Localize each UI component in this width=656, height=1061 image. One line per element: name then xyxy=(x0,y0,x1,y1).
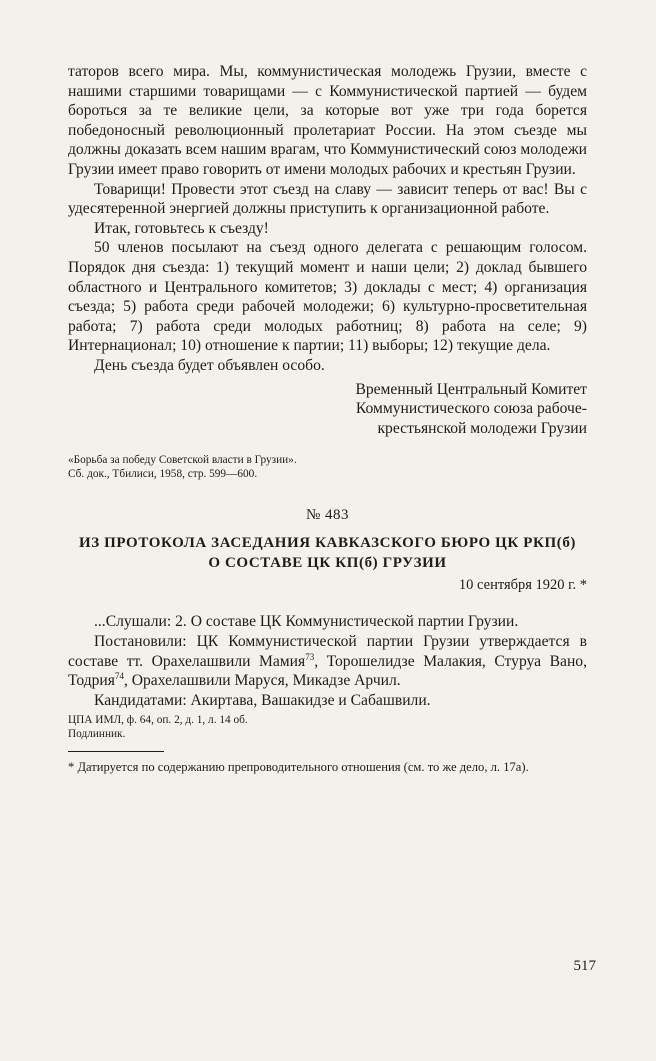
resolved-text-c: , Орахелашвили Маруся, Микадзе Арчил. xyxy=(123,672,401,690)
title-line: ИЗ ПРОТОКОЛА ЗАСЕДАНИЯ КАВКАЗСКОГО БЮРО ЦК РКП(б) xyxy=(78,535,577,552)
source-citation: «Борьба за победу Советской власти в Грузии». Сб. док., Тбилиси, 1958, стр. 599—600. xyxy=(68,454,297,480)
paragraph-agenda: 50 членов посылают на съезд одного делегата с решающим голосом. Порядок дня съезда: 1) текущий момент и наши цели; 2) доклад бывшего областного и Центрального комитетов; 3) доклады с мест; 4) организация съезда; 5) работа среди рабочей молодежи; 6) культурно-просветительная работа; 7) работа среди молодых работниц; 8) работа на селе; 9) Интернационал; 10) отношение к партии; 11) выборы; 12) текущие дела. xyxy=(68,239,587,355)
signature-line: Коммунистического союза рабоче- xyxy=(355,400,587,418)
date-text: 10 сентября 1920 г. xyxy=(458,577,577,594)
resolved-text-a: Постановили: ЦК Коммунистической партии Грузии утверждается в составе тт. Орахелашвили Мамия xyxy=(68,633,587,670)
endnote-ref: 73 xyxy=(305,651,315,662)
title-line: О СОСТАВЕ ЦК КП(б) ГРУЗИИ xyxy=(208,555,447,572)
endnote-ref: 74 xyxy=(114,671,124,682)
paragraph-resolved xyxy=(68,632,587,691)
document-date xyxy=(68,577,587,594)
paragraph-appeal: Товарищи! Провести этот съезд на славу — зависит теперь от вас! Вы с удесятеренной энергией должны приступить к организационной работе. xyxy=(68,180,587,218)
paragraph-continuation: таторов всего мира. Мы, коммунистическая молодежь Грузии, вместе с нашими старшими товарищами — с Коммунистической партией — будем бороться за те великие цели, за которые вот уже три года борется победоносный революционный пролетариат России. На этом съезде мы должны доказать всем нашим врагам, что Коммунистический союз молодежи Грузии имеет право говорить от имени молодых рабочих и крестьян Грузии. xyxy=(68,63,587,178)
date-footnote-mark: * xyxy=(579,577,587,594)
paragraph-call: Итак, готовьтесь к съезду! xyxy=(94,219,269,237)
document-title xyxy=(68,533,587,573)
footnote: * Датируется по содержанию препроводительного отношения (см. то же дело, л. 17а). xyxy=(68,759,529,774)
paragraph-candidates: Кандидатами: Акиртава, Вашакидзе и Сабашвили. xyxy=(94,691,431,709)
signature-line: крестьянской молодежи Грузии xyxy=(377,419,587,437)
signature-block xyxy=(68,380,587,439)
page-content xyxy=(68,62,587,776)
signature-line: Временный Центральный Комитет xyxy=(355,380,587,398)
paragraph-heard: ...Слушали: 2. О составе ЦК Коммунистической партии Грузии. xyxy=(94,613,519,631)
paragraph-date-notice: День съезда будет объявлен особо. xyxy=(94,356,325,374)
archive-reference: ЦПА ИМЛ, ф. 64, оп. 2, д. 1, л. 14 об. Подлинник. xyxy=(68,714,248,741)
page-number: 517 xyxy=(573,958,596,974)
protocol-body xyxy=(68,612,587,710)
footnote-divider xyxy=(68,751,164,752)
document-number: № 483 xyxy=(305,507,350,524)
resolved-text-b: , Торошелидзе Малакия, Стуруа Вано, Тодрия xyxy=(68,652,587,690)
